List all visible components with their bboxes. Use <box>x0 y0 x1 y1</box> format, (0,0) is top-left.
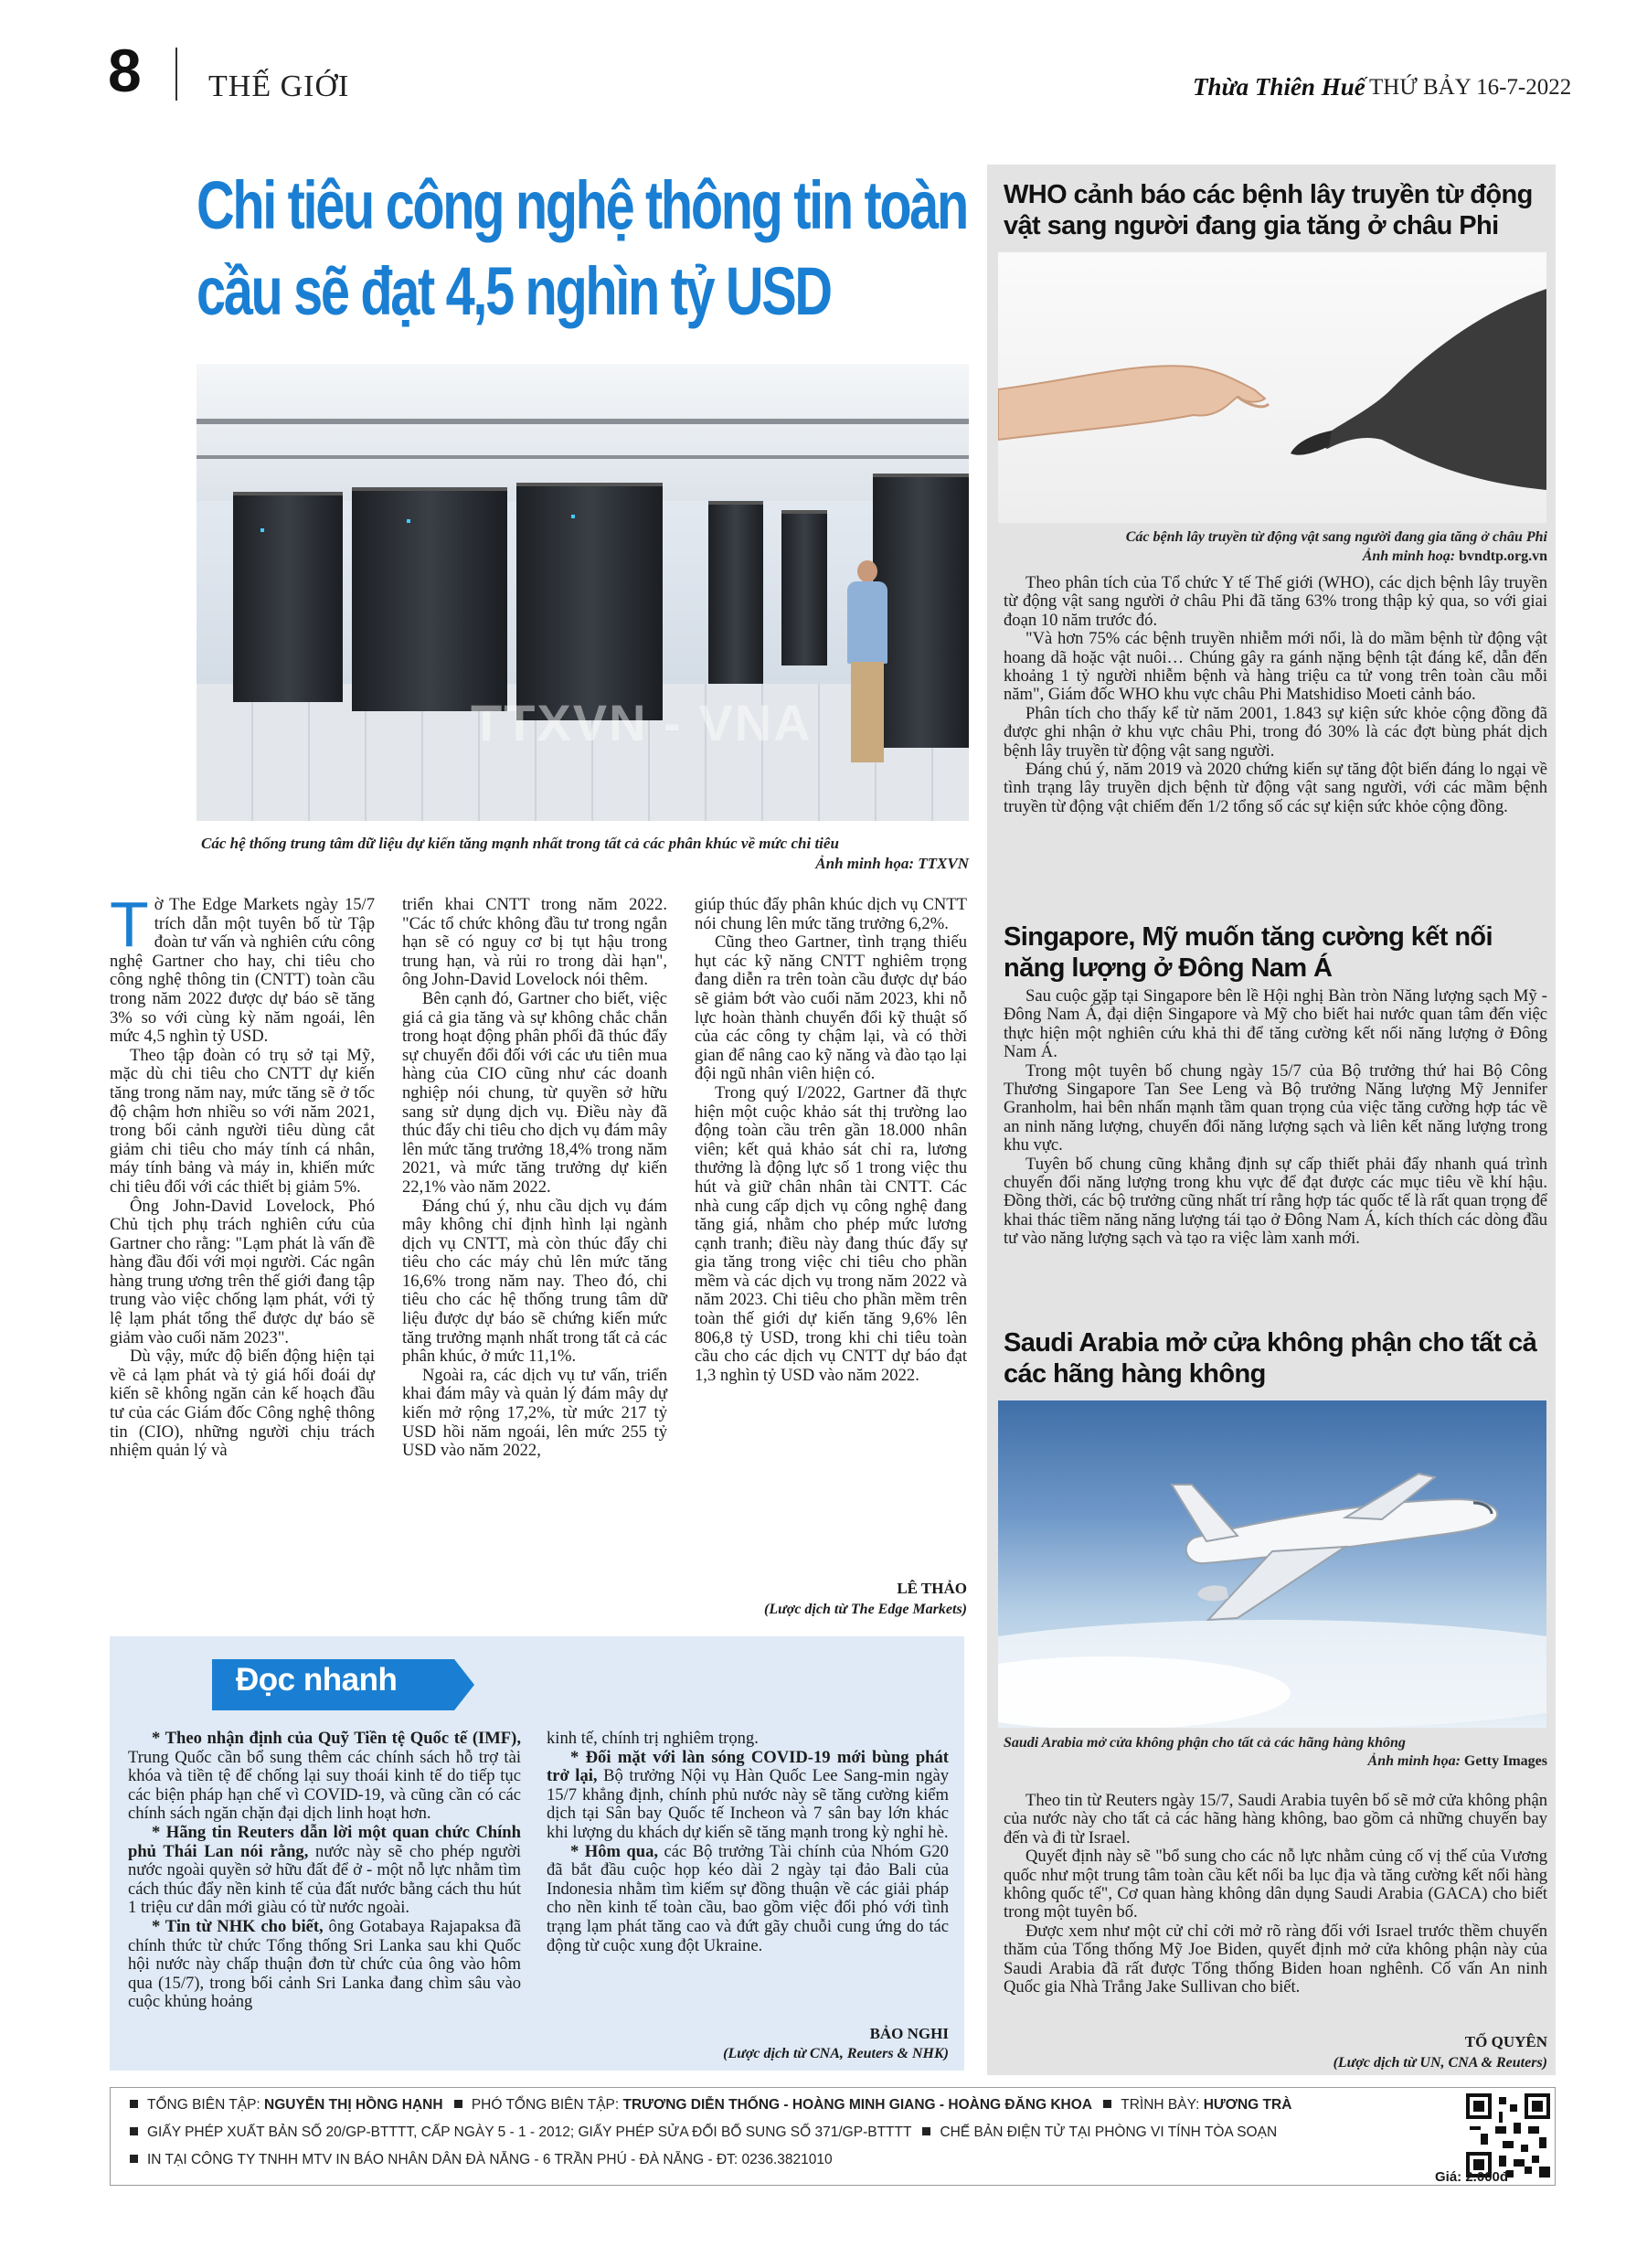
photo-caption: Các hệ thống trung tâm dữ liệu dự kiến tăng mạnh nhất trong tất cả các phân khúc về mức chi tiêu <box>201 835 839 852</box>
article-paragraph: triển khai CNTT trong năm 2022. "Các tổ chức không đầu tư trong ngắn hạn sẽ có nguy cơ bị tụt hậu trong trung hạn, và rủi ro trong dài hạn", ông John-David Lovelock nói thêm. <box>402 895 667 990</box>
sidebar-story-3-source: (Lược dịch từ UN, CNA & Reuters) <box>1333 2055 1547 2071</box>
paper-name: Thừa Thiên Huế <box>1193 73 1365 101</box>
article-source: (Lược dịch từ The Edge Markets) <box>764 1602 967 1617</box>
quick-read-author: BẢO NGHI <box>869 2025 949 2042</box>
article-column-2 <box>402 896 667 1461</box>
rack-light <box>571 515 575 518</box>
quick-read-item: * Tin từ NHK cho biết, ông Gotabaya Rajapaksa đã chính thức từ chức Tổng thống Sri Lanka sau khi Quốc hội nước này chấp thuận đơn từ chức của ông vào hôm qua (15/7), trong bối cảnh Sri Lanka đang chìm sâu vào cuộc khủng hoảng <box>128 1916 521 2012</box>
article-paragraph: Tờ The Edge Markets ngày 15/7 trích dẫn một tuyên bố từ Tập đoàn tư vấn và nghiên cứu công nghệ Gartner cho hay, chi tiêu cho công nghệ thông tin (CNTT) toàn cầu trong năm 2022 được dự báo sẽ tăng 3% so với cùng kỳ năm ngoái, lên mức 4,5 nghìn tỷ USD. <box>110 889 375 1047</box>
article-paragraph: Trong quý I/2022, Gartner đã thực hiện một cuộc khảo sát thị trường lao động toàn cầu trên gần 18.000 nhân viên; kết quả khảo sát chỉ ra, lương thưởng là động lực số 1 trong việc thu hút và giữ chân nhân tài CNTT. Các nhà cung cấp dịch vụ công nghệ đang tăng giá, nhằm cho phép mức lương cạnh tranh; điều này đang thúc đẩy sự gia tăng trong việc chi tiêu cho phần mềm và các dịch vụ trong năm 2022 và năm 2023. Chi tiêu cho phần mềm trên toàn thế giới dự kiến tăng 9,6% lên 806,8 tỷ USD, trong khi chi tiêu toàn cầu cho các dịch vụ CNTT dự báo đạt 1,3 nghìn tỷ USD vào năm 2022. <box>695 1082 967 1385</box>
article-paragraph: Theo tập đoàn có trụ sở tại Mỹ, mặc dù chi tiêu cho CNTT dự kiến tăng trong năm nay, mức tăng sẽ ở tốc độ chậm hơn nhiều so với năm 2021, trong bối cảnh người tiêu dùng cắt giảm chi tiêu cho máy tính cá nhân, máy tính bảng và máy in, khiến mức chi tiêu đối với các thiết bị giảm 5%. <box>110 1045 375 1197</box>
sidebar-paragraph: Theo tin từ Reuters ngày 15/7, Saudi Arabia tuyên bố sẽ mở cửa không phận của nước này cho tất cả các hãng hàng không, bao gồm cả những chuyến bay đến và đi từ Israel. <box>1004 1791 1547 1847</box>
quick-read-source: (Lược dịch từ CNA, Reuters & NHK) <box>723 2046 949 2061</box>
qr-code-icon[interactable] <box>1466 2093 1550 2177</box>
article-author: LÊ THẢO <box>897 1580 967 1597</box>
server-rack <box>781 510 827 665</box>
airplane-illustration <box>998 1400 1546 1728</box>
sidebar-story-3-body <box>1004 1792 1547 1996</box>
footer-line-1: TỔNG BIÊN TẬP: NGUYỄN THỊ HỒNG HẠNH PHÓ TỔNG BIÊN TẬP: TRƯƠNG DIỄN THỐNG - HOÀNG MINH GIANG - HOÀNG ĐĂNG KHOA TRÌNH BÀY: HƯƠNG TRÀ <box>130 2097 1291 2114</box>
quick-read-item: * Hãng tin Reuters dẫn lời một quan chức Chính phủ Thái Lan nói rằng, nước này sẽ cho phép người nước ngoài quyền sở hữu đất để ở - một nỗ lực nhằm tìm cách thúc đẩy nền kinh tế của đất nước bằng cách thu hút 1 triệu cư dân mới giàu có từ nước ngoài. <box>128 1822 521 1918</box>
sidebar-story-2-title: Singapore, Mỹ muốn tăng cường kết nối năng lượng ở Đông Nam Á <box>1004 922 1493 983</box>
footer-line-2: GIẤY PHÉP XUẤT BẢN SỐ 20/GP-BTTTT, CẤP NGÀY 5 - 1 - 2012; GIẤY PHÉP SỬA ĐỔI BỔ SUNG SỐ 371/GP-BTTTT CHẾ BẢN ĐIỆN TỬ TẠI PHÒNG VI TÍNH TÒA SOẠN <box>130 2124 1277 2141</box>
sidebar-paragraph: Tuyên bố chung cũng khẳng định sự cấp thiết phải đẩy nhanh quá trình chuyển đổi năng lượng trong khu vực để đạt được các mục tiêu về khí hậu. Đồng thời, các bộ trưởng cũng nhất trí rằng hợp tác quốc tế là rất quan trọng để khai thác tiềm năng năng lượng tái tạo ở Đông Nam Á, kích thích các dòng đầu tư vào năng lượng sạch và tạo ra việc làm xanh mới. <box>1004 1154 1547 1249</box>
photo-ceiling <box>197 364 969 501</box>
photo-watermark: TTXVN - VNA <box>471 694 813 751</box>
sidebar-paragraph: Đáng chú ý, năm 2019 và 2020 chứng kiến sự tăng đột biến đáng lo ngại về tình trạng lây truyền dịch bệnh từ động vật sang người, với các mầm bệnh truyền từ động vật chiếm đến 1/2 tổng số các sự kiện sức khỏe cộng đồng. <box>1004 760 1547 816</box>
article-paragraph: giúp thúc đẩy phân khúc dịch vụ CNTT nói chung lên mức tăng trưởng 6,2%. <box>695 895 967 933</box>
sidebar-paragraph: Được xem như một cử chỉ cởi mở rõ ràng đối với Israel trước thềm chuyến thăm của Tổng thống Mỹ Joe Biden, quyết định mở cửa không phận này của Saudi Arabia đã rất được Tổng thống Biden hoan nghênh. Cố vấn An ninh Quốc gia Nhà Trắng Jake Sullivan cho biết. <box>1004 1921 1547 1997</box>
rack-light <box>260 528 264 532</box>
server-rack <box>233 492 343 702</box>
bullet-square <box>1103 2100 1111 2108</box>
sidebar-story-1-caption: Các bệnh lây truyền từ động vật sang người đang gia tăng ở châu Phi <box>1125 529 1547 545</box>
sidebar-paragraph: Phân tích cho thấy kể từ năm 2001, 1.843 sự kiện sức khỏe cộng đồng đã được ghi nhận ở khu vực châu Phi, trong đó 30% là các đợt bùng phát dịch bệnh lây truyền từ động vật sang người. <box>1004 703 1547 761</box>
main-headline: Chi tiêu công nghệ thông tin toàn cầu sẽ đạt 4,5 nghìn tỷ USD <box>197 167 967 329</box>
article-paragraph: Cũng theo Gartner, tình trạng thiếu hụt các kỹ năng CNTT nghiêm trọng đang diễn ra trên toàn cầu được dự báo sẽ giảm bớt vào cuối năm 2023, khi nỗ lực hoàn thành chuyển đổi kỹ thuật số của các công ty chậm lại, và có thời gian để nâng cao kỹ năng và đào tạo lại đội ngũ nhân viên hiện có. <box>695 932 967 1084</box>
article-paragraph: Đáng chú ý, nhu cầu dịch vụ đám mây không chỉ định hình lại ngành dịch vụ CNTT, mà còn thúc đẩy chi tiêu cho các máy chủ lên mức tăng 16,6% trong năm nay. Theo đó, chi tiêu cho các hệ thống trung tâm dữ liệu được dự báo sẽ chứng kiến mức tăng trưởng mạnh nhất trong tất cả các phân khúc, ở mức 11,1%. <box>402 1196 667 1367</box>
server-rack <box>516 483 663 720</box>
sidebar-story-2-body <box>1004 987 1547 1249</box>
quick-read-tab-arrow <box>454 1659 474 1710</box>
person-body <box>847 581 887 664</box>
price-label: Giá: 2.000đ <box>1435 2169 1509 2185</box>
photo-pipe <box>197 419 969 424</box>
sidebar-paragraph: Theo phân tích của Tổ chức Y tế Thế giới (WHO), các dịch bệnh lây truyền từ động vật sang người ở châu Phi đã tăng 63% trong thập kỷ qua, so với giai đoạn 10 năm trước đó. <box>1004 573 1547 630</box>
bullet-square <box>454 2100 462 2108</box>
sidebar-story-3-author: TỐ QUYÊN <box>1464 2033 1547 2050</box>
sidebar-story-1-credit: Ảnh minh hoạ: bvndtp.org.vn <box>1362 548 1547 564</box>
hand-ape-photo <box>998 252 1546 523</box>
header-divider <box>175 48 177 101</box>
bullet-square <box>130 2100 138 2108</box>
qr-code-graphic <box>1466 2093 1550 2177</box>
quick-read-column-1 <box>128 1730 521 2012</box>
photo-pipe <box>197 455 969 459</box>
server-rack <box>352 487 507 711</box>
sidebar-story-1-title: WHO cảnh báo các bệnh lây truyền từ động vật sang người đang gia tăng ở châu Phi <box>1004 180 1533 240</box>
photo-credit: Ảnh minh họa: TTXVN <box>815 855 969 872</box>
section-title: THẾ GIỚI <box>208 69 350 103</box>
sidebar-paragraph: Quyết định này sẽ "bổ sung cho các nỗ lực nhằm củng cố vị thế của Vương quốc như một trung tâm toàn cầu kết nối ba lục địa và tăng cường kết nối hàng không quốc tế", Cơ quan hàng không dân dụng Saudi Arabia (GACA) cho biết trong một tuyên bố. <box>1004 1847 1547 1922</box>
hand-ape-illustration <box>998 252 1546 523</box>
quick-read-item: * Hôm qua, các Bộ trưởng Tài chính của Nhóm G20 đã bắt đầu cuộc họp kéo dài 2 ngày tại đảo Bali của Indonesia nhằm tìm kiếm sự đồng thuận về các giải pháp cho nền kinh tế toàn cầu, bao gồm việc đối phó với tình trạng lạm phát tăng cao và đứt gãy chuỗi cung ứng do tác động từ cuộc xung đột Ukraine. <box>547 1841 949 1955</box>
article-paragraph: Ngoài ra, các dịch vụ tư vấn, triển khai đám mây và quản lý đám mây dự kiến mở rộng 17,2%, từ mức 217 tỷ USD hồi năm ngoái, lên mức 255 tỷ USD vào năm 2022, <box>402 1365 667 1461</box>
sidebar-paragraph: "Và hơn 75% các bệnh truyền nhiễm mới nổi, là do mầm bệnh từ động vật hoang dã hoặc vật nuôi… Chúng gây ra gánh nặng bệnh tật đáng kể, dẫn đến khoảng 1 tỷ người nhiễm bệnh và hàng triệu ca tử vong trên toàn cầu mỗi năm", Giám đốc WHO khu vực châu Phi Matshidiso Moeti cảnh báo. <box>1004 629 1547 705</box>
sidebar-paragraph: Sau cuộc gặp tại Singapore bên lề Hội nghị Bàn tròn Năng lượng sạch Mỹ - Đông Nam Á, đại diện Singapore và Mỹ cho biết hai nước quan tâm đến việc thực hiện một nghiên cứu khả thi để tăng cường kết nối năng lượng ở Đông Nam Á. <box>1004 986 1547 1062</box>
article-paragraph: Dù vậy, mức độ biến động hiện tại về cả lạm phát và tỷ giá hối đoái dự kiến sẽ không ngăn cản kế hoạch đầu tư của các Giám đốc Công nghệ thông tin (CIO), những người chịu trách nhiệm quản lý và <box>110 1347 375 1461</box>
quick-read-column-2 <box>547 1730 949 1955</box>
rack-light <box>407 519 410 523</box>
footer-line-3: IN TẠI CÔNG TY TNHH MTV IN BÁO NHÂN DÂN ĐÀ NẴNG - 6 TRẦN PHÚ - ĐÀ NẴNG - ĐT: 0236.3821010 <box>130 2152 833 2168</box>
quick-read-item: kinh tế, chính trị nghiêm trọng. <box>547 1729 759 1748</box>
issue-date: THỨ BẢY 16-7-2022 <box>1369 75 1572 100</box>
article-column-1 <box>110 889 375 1461</box>
bullet-square <box>130 2155 138 2163</box>
sidebar-story-3-credit: Ảnh minh họa: Getty Images <box>1367 1753 1547 1769</box>
person-legs <box>851 662 884 762</box>
server-rack <box>708 501 763 684</box>
sidebar-story-3-caption: Saudi Arabia mở cửa không phận cho tất cả các hãng hàng không <box>1004 1735 1406 1751</box>
quick-read-item: * Đối mặt với làn sóng COVID-19 mới bùng phát trở lại, Bộ trưởng Nội vụ Hàn Quốc Lee Sang-min ngày 15/7 khẳng định, chính phủ nước này sẽ tăng cường kiểm dịch tại Sân bay Quốc tế Incheon và 7 sân bay lớn khác khi lượng du khách dự kiến sẽ tăng mạnh trong kỳ nghỉ hè. <box>547 1747 949 1842</box>
article-paragraph: Ông John-David Lovelock, Phó Chủ tịch phụ trách nghiên cứu của Gartner cho rằng: "Lạm phát là vấn đề hàng đầu đối với mọi người. Các ngân hàng trung ương trên thế giới đang tập trung vào việc chống lạm phát, với tỷ lệ lạm phát tổng thể được dự báo sẽ giảm vào cuối năm 2023". <box>110 1196 375 1347</box>
drop-cap: T <box>110 889 149 960</box>
page-number: 8 <box>108 37 142 104</box>
sidebar-story-1-body <box>1004 574 1547 816</box>
bullet-square <box>130 2127 138 2135</box>
quick-read-title: Đọc nhanh <box>236 1662 398 1698</box>
data-center-photo <box>197 364 969 821</box>
article-paragraph: Bên cạnh đó, Gartner cho biết, việc giá cả gia tăng và sự không chắc chắn trong hoạt động phân phối đã thúc đẩy sự chuyển đổi đối với các ưu tiên mua hàng của CIO cũng như các doanh nghiệp nói chung, từ quyền sở hữu sang sử dụng dịch vụ. Điều này đã thúc đẩy chi tiêu cho dịch vụ đám mây lên mức tăng trưởng 18,4% trong năm 2021, và mức tăng trưởng dự kiến 22,1% vào năm 2022. <box>402 988 667 1197</box>
airplane-photo <box>998 1400 1546 1728</box>
sidebar-paragraph: Trong một tuyên bố chung ngày 15/7 của Bộ trưởng thứ hai Bộ Công Thương Singapore Tan See Leng và Bộ trưởng Năng lượng Mỹ Jennifer Granholm, hai bên nhấn mạnh tầm quan trọng của việc tăng cường hợp tác về an ninh năng lượng, chuyển đổi năng lượng sạch và liên kết năng lượng trong khu vực. <box>1004 1060 1547 1155</box>
sidebar-story-3-title: Saudi Arabia mở cửa không phận cho tất cả các hãng hàng không <box>1004 1328 1537 1389</box>
quick-read-item: * Theo nhận định của Quỹ Tiền tệ Quốc tế (IMF), Trung Quốc cần bổ sung thêm các chính sách hỗ trợ tài khóa và tiền tệ để chống lại suy thoái kinh tế do tiếp tục các biện pháp hạn chế vì COVID-19, và cũng cần có các chính sách ngăn chặn đại dịch linh hoạt hơn. <box>128 1729 521 1824</box>
bullet-square <box>922 2127 930 2135</box>
person-head <box>857 560 877 582</box>
article-column-3 <box>695 896 967 1385</box>
